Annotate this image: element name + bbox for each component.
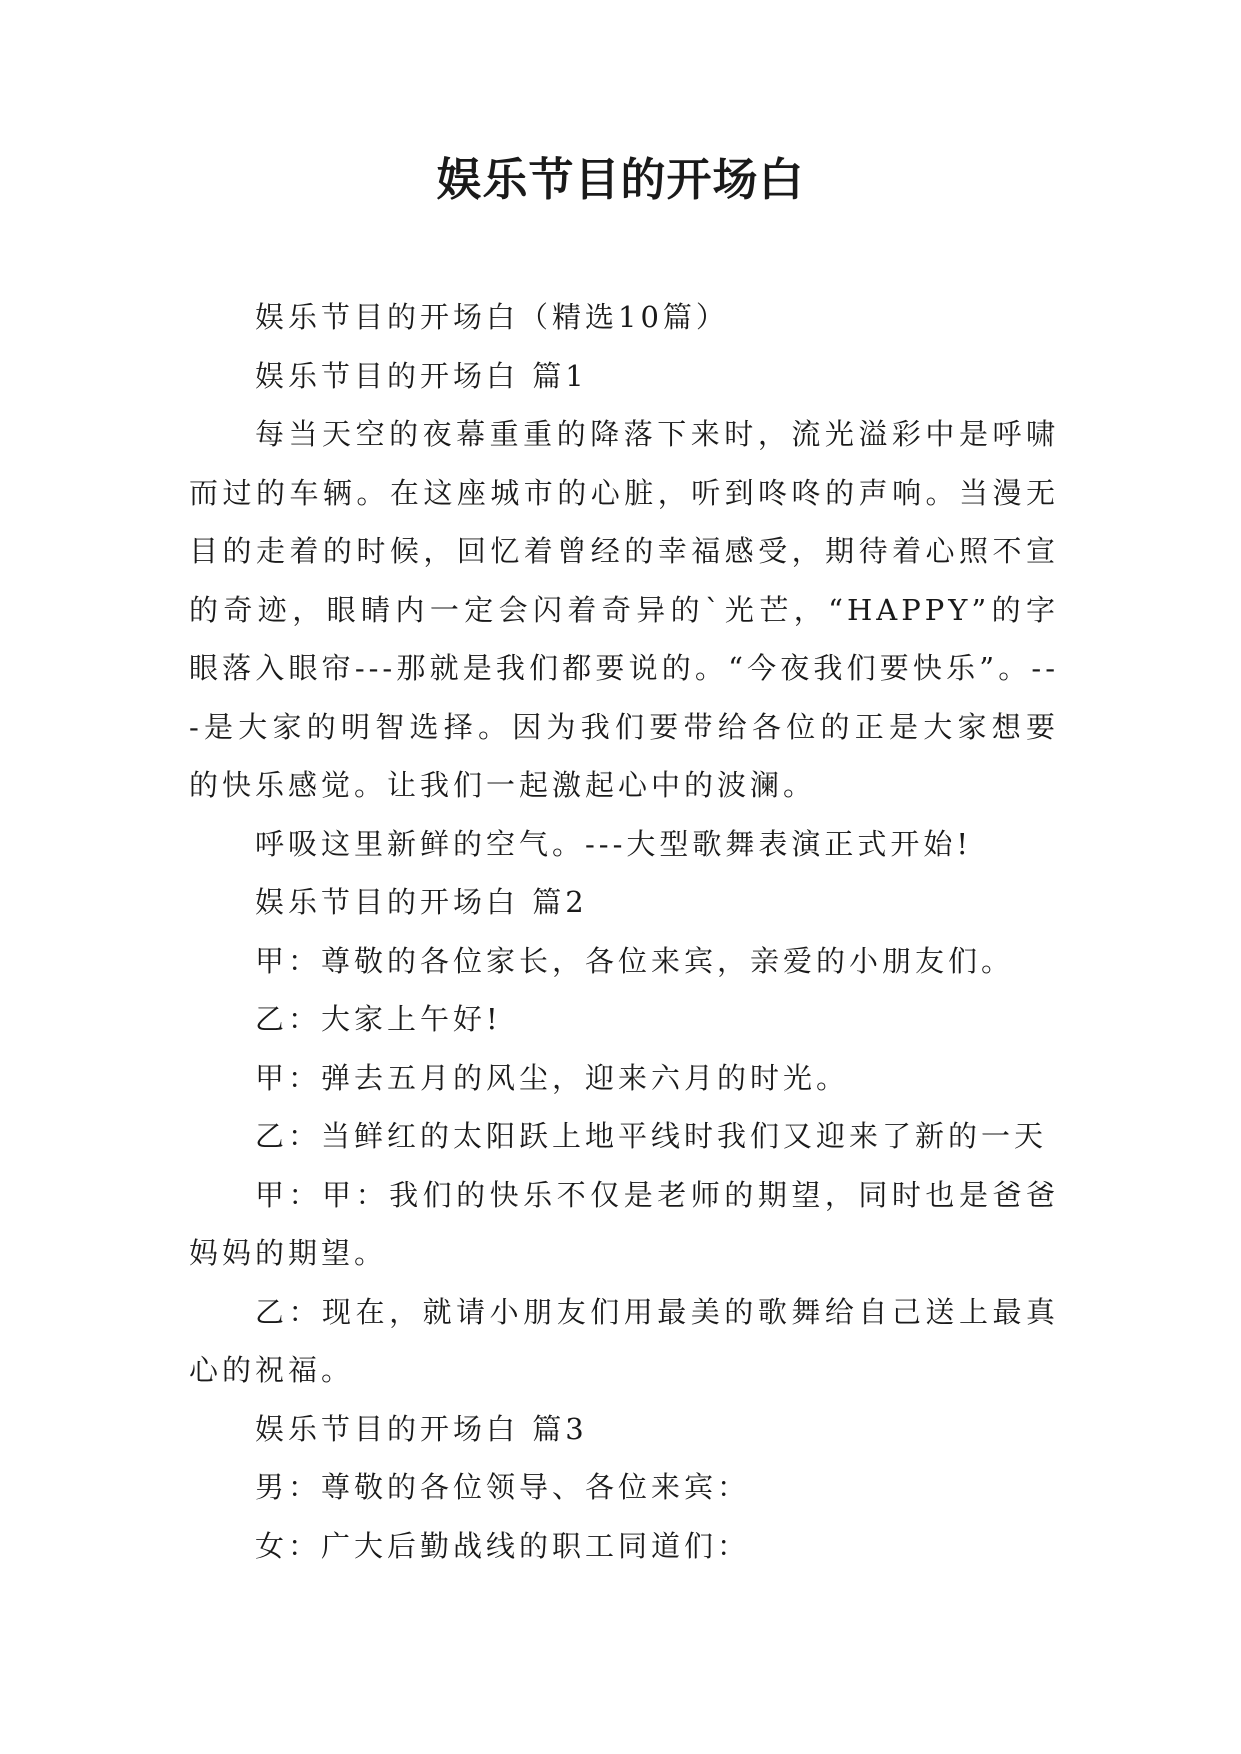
paragraph-subtitle: 娱乐节目的开场白（精选10篇）	[255, 300, 729, 334]
dialogue-line: 女：广大后勤战线的职工同道们：	[255, 1528, 751, 1563]
section-heading-3: 娱乐节目的开场白 篇3	[255, 1411, 588, 1446]
document-title: 娱乐节目的开场白	[436, 153, 805, 206]
document-body	[189, 288, 1059, 1575]
paragraph: 每当天空的夜幕重重的降落下来时，流光溢彩中是呼啸而过的车辆。在这座城市的心脏，听到咚咚的声响。当漫无目的走着的时候，回忆着曾经的幸福感受，期待着心照不宣的奇迹，眼睛内一定会闪着奇异的`光芒，“HAPPY”的字眼落入眼帘---那就是我们都要说的。“今夜我们要快乐”。---是大家的明智选择。因为我们要带给各位的正是大家想要的快乐感觉。让我们一起激起心中的波澜。	[189, 417, 1059, 802]
dialogue-line: 甲：弹去五月的风尘，迎来六月的时光。	[255, 1060, 850, 1095]
paragraph: 呼吸这里新鲜的空气。---大型歌舞表演正式开始!	[255, 826, 973, 861]
dialogue-line: 乙：当鲜红的太阳跃上地平线时我们又迎来了新的一天	[255, 1119, 1048, 1153]
dialogue-line: 乙：大家上午好!	[255, 1002, 502, 1036]
dialogue-line: 男：尊敬的各位领导、各位来宾：	[255, 1470, 751, 1504]
dialogue-line: 乙：现在，就请小朋友们用最美的歌舞给自己送上最真心的祝福。	[189, 1294, 1059, 1387]
dialogue-line: 甲：尊敬的各位家长，各位来宾，亲爱的小朋友们。	[255, 943, 1015, 978]
section-heading-2: 娱乐节目的开场白 篇2	[255, 885, 588, 919]
dialogue-line: 甲：甲：我们的快乐不仅是老师的期望，同时也是爸爸妈妈的期望。	[189, 1177, 1059, 1270]
section-heading-1: 娱乐节目的开场白 篇1	[255, 358, 588, 393]
